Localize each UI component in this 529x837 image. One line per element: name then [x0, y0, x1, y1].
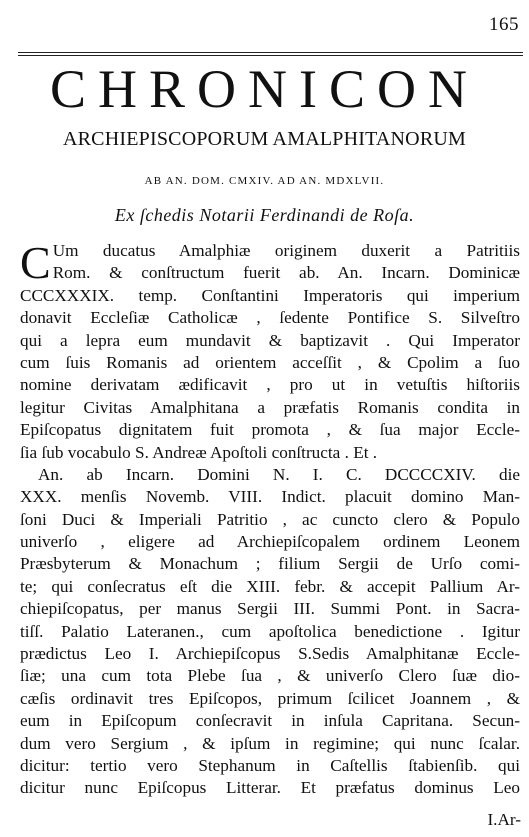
text-line: XXX. menſis Novemb. VIII. Indict. placuit domino Man-	[20, 487, 520, 507]
text-line: Rom. & conſtructum fuerit ab. An. Incarn. Dominicæ	[52, 263, 520, 283]
text-line: univerſo , eligere ad Archiepiſcopalem ordinem Leonem	[20, 532, 520, 552]
text-line: dum vero Sergium , & ipſum in regimine; qui nunc ſcalar.	[20, 733, 520, 753]
text-line: cum ſuis Romanis ad orientem acceſſit , & Cpolim a ſuo	[20, 352, 520, 372]
text-line: Um ducatus Amalphiæ originem duxerit a Patritiis	[52, 241, 520, 260]
text-line: prædictus Leo I. Archiepiſcopus S.Sedis Amalphitanæ Eccle-	[20, 644, 520, 664]
text-line: dicitur nunc Epiſcopus Litterar. Et præfatus dominus Leo	[20, 778, 520, 798]
catchword: I.Ar-	[487, 810, 521, 829]
source-line: Ex ſchedis Notarii Ferdinandi de Roſa.	[114, 205, 415, 225]
page-number: 165	[489, 14, 519, 35]
paragraph-1	[20, 237, 520, 464]
page-subtitle: ARCHIEPISCOPORUM AMALPHITANORUM	[63, 128, 466, 150]
text-line: Epiſcopatus dignitatem fuit promota , & ſua major Eccle-	[20, 420, 520, 440]
text-line: ſiæ; una cum tota Plebe ſua , & univerſo Clero ſuæ dio-	[20, 666, 520, 686]
text-line: donavit Eccleſiæ Catholicæ , ſedente Pontifice S. Silveſtro	[20, 308, 520, 328]
page-title: CHRONICON	[49, 59, 480, 119]
text-line: te; qui conſecratus eſt die XIII. febr. & accepit Pallium Ar-	[20, 576, 520, 596]
paragraph-2	[20, 464, 520, 800]
header-rule	[18, 52, 523, 56]
text-line: Præsbyterum & Monachum ; filium Sergii de Urſo comi-	[20, 554, 520, 574]
text-line: ſoni Duci & Imperiali Patritio , ac cuncto clero & Populo	[20, 509, 520, 529]
text-line: qui a lepra eum mundavit & baptizavit . Qui Imperator	[20, 330, 520, 350]
text-body	[20, 237, 520, 800]
text-line: cæſis ordinavit tres Epiſcopos, primum ſcilicet Joannem , &	[20, 688, 520, 708]
text-line: eum in Epiſcopum conſecravit in inſula Capritana. Secun-	[20, 711, 520, 731]
drop-cap: C	[20, 237, 51, 288]
text-line: dicitur: tertio vero Stephanum in Caſtellis ſtabienſib. qui	[20, 755, 520, 775]
dateline: AB AN. DOM. CMXIV. AD AN. MDXLVII.	[144, 175, 385, 187]
text-line: CCCXXXIX. temp. Conſtantini Imperatoris qui imperium	[20, 285, 520, 305]
text-line: tiſſ. Palatio Lateranen., cum apoſtolica benedictione . Igitur	[20, 621, 520, 641]
text-line: chiepiſcopatus, per manus Sergii III. Summi Pont. in Sacra-	[20, 599, 520, 619]
text-line: An. ab Incarn. Domini N. I. C. DCCCCXIV. die	[38, 464, 520, 484]
text-line: nomine derivatam ædificavit , pro ut in vetuſtis hiſtoriis	[20, 375, 520, 395]
text-line: ſia ſub vocabulo S. Andreæ Apoſtoli conſtructa . Et .	[20, 442, 378, 462]
text-line: legitur Civitas Amalphitana a præfatis Romanis condita in	[20, 397, 520, 417]
